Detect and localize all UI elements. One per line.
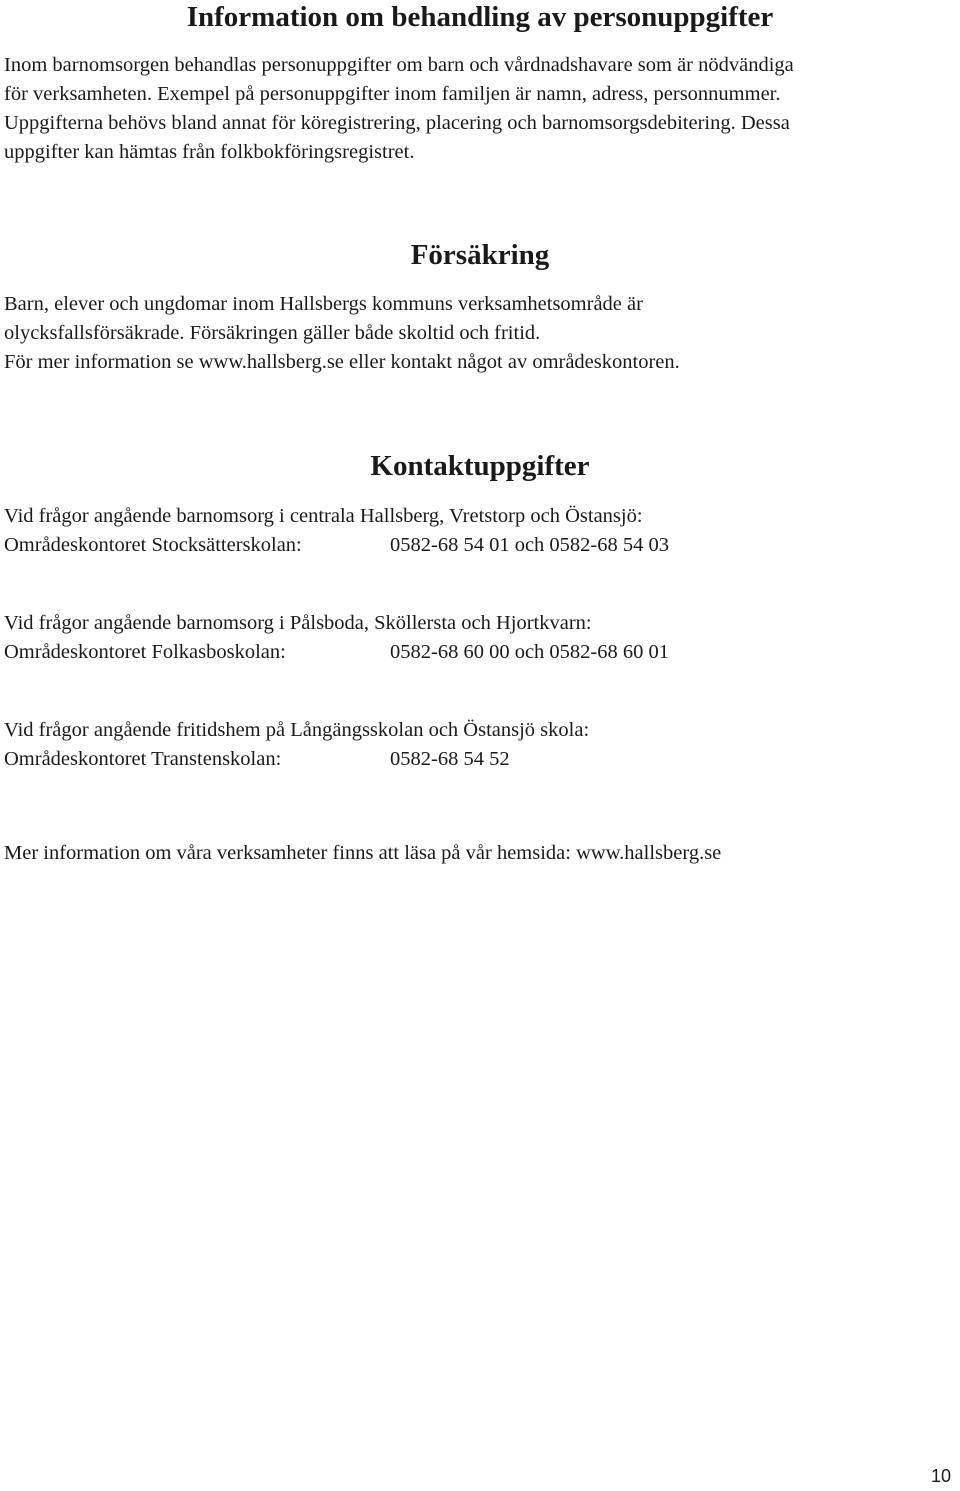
contact-group xyxy=(4,609,956,667)
contact-phone: 0582-68 54 01 och 0582-68 54 03 xyxy=(390,534,670,556)
contact-office: Områdeskontoret Folkasboskolan: xyxy=(4,641,286,663)
paragraph-line: olycksfallsförsäkrade. Försäkringen gäller både skoltid och fritid. xyxy=(4,322,541,344)
contact-phone: 0582-68 60 00 och 0582-68 60 01 xyxy=(390,641,670,663)
contact-office-line xyxy=(4,745,956,774)
contact-question: Vid frågor angående barnomsorg i Pålsboda, Sköllersta och Hjortkvarn: xyxy=(4,612,592,634)
page-number: 10 xyxy=(930,1466,951,1486)
contact-office-line xyxy=(4,531,956,560)
paragraph-line: För mer information se www.hallsberg.se eller kontakt något av områdeskontoren. xyxy=(4,351,680,373)
contact-group xyxy=(4,502,956,560)
insurance-paragraph xyxy=(4,290,956,377)
paragraph-line: Uppgifterna behövs bland annat för köregistrering, placering och barnomsorgsdebitering. Dessa xyxy=(4,112,790,134)
paragraph-line: uppgifter kan hämtas från folkbokföringsregistret. xyxy=(4,141,415,163)
contact-group xyxy=(4,716,956,774)
contact-office: Områdeskontoret Transtenskolan: xyxy=(4,748,282,770)
personal-data-paragraph xyxy=(4,51,956,167)
contact-office-line xyxy=(4,638,956,667)
paragraph-line: Barn, elever och ungdomar inom Hallsbergs kommuns verksamhetsområde är xyxy=(4,293,643,315)
more-info-text: Mer information om våra verksamheter finns att läsa på vår hemsida: www.hallsberg.se xyxy=(4,842,722,864)
paragraph-line: Inom barnomsorgen behandlas personuppgifter om barn och vårdnadshavare som är nödvändiga xyxy=(4,54,794,76)
paragraph-line: för verksamheten. Exempel på personuppgifter inom familjen är namn, adress, personnummer. xyxy=(4,83,781,105)
contact-question: Vid frågor angående barnomsorg i centrala Hallsberg, Vretstorp och Östansjö: xyxy=(4,505,643,527)
contact-phone: 0582-68 54 52 xyxy=(390,748,510,770)
personal-data-heading: Information om behandling av personuppgifter xyxy=(186,1,774,33)
contact-question: Vid frågor angående fritidshem på Långängsskolan och Östansjö skola: xyxy=(4,719,590,741)
insurance-heading: Försäkring xyxy=(410,239,550,271)
contact-heading: Kontaktuppgifter xyxy=(370,450,590,482)
contact-office: Områdeskontoret Stocksätterskolan: xyxy=(4,534,302,556)
more-info-paragraph xyxy=(4,839,956,868)
